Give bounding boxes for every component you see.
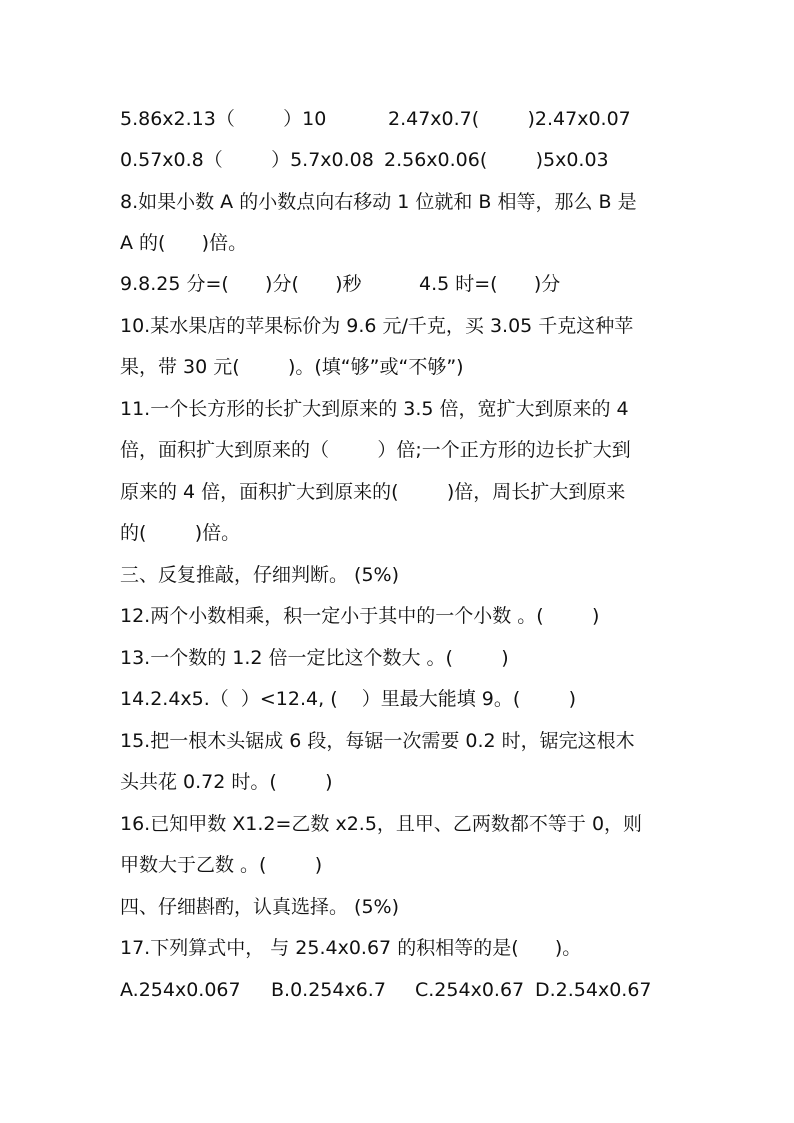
question-9a: 9.8.25 分=( )分( )秒: [120, 273, 362, 295]
question-16-line-1: 16.已知甲数 X1.2=乙数 x2.5，且甲、乙两数都不等于 0，则: [120, 813, 643, 835]
question-11-line-3: 原来的 4 倍，面积扩大到原来的( )倍，周长扩大到原来: [120, 481, 626, 503]
question-11-line-1: 11.一个长方形的长扩大到原来的 3.5 倍，宽扩大到原来的 4: [120, 398, 629, 420]
question-17-option-a: A.254x0.067: [120, 979, 241, 1001]
question-17-option-d: D.2.54x0.67: [535, 979, 652, 1001]
question-11-line-4: 的( )倍。: [120, 522, 241, 544]
question-9b: 4.5 时=( )分: [419, 273, 561, 295]
question-8-line-1: 8.如果小数 A 的小数点向右移动 1 位就和 B 相等，那么 B 是: [120, 191, 637, 213]
comparison-2a: 0.57x0.8（ ）5.7x0.08: [120, 149, 374, 171]
section-3-heading: 三、反复推敲，仔细判断。 (5%): [120, 564, 400, 586]
question-17-option-c: C.254x0.67: [415, 979, 525, 1001]
question-12: 12.两个小数相乘，积一定小于其中的一个小数 。( ): [120, 605, 600, 627]
question-15-line-1: 15.把一根木头锯成 6 段，每锯一次需要 0.2 时，锯完这根木: [120, 730, 635, 752]
question-11-line-2: 倍，面积扩大到原来的（ ）倍;一个正方形的边长扩大到: [120, 439, 631, 461]
question-13: 13.一个数的 1.2 倍一定比这个数大 。( ): [120, 647, 509, 669]
question-14: 14.2.4x5.（ ）<12.4, ( ）里最大能填 9。( ): [120, 688, 577, 710]
question-10-line-1: 10.某水果店的苹果标价为 9.6 元/千克，买 3.05 千克这种苹: [120, 315, 634, 337]
question-15-line-2: 头共花 0.72 时。( ): [120, 771, 333, 793]
question-10-line-2: 果，带 30 元( )。(填“够”或“不够”): [120, 356, 464, 378]
comparison-2b: 2.56x0.06( )5x0.03: [384, 149, 609, 171]
question-8-line-2: A 的( )倍。: [120, 232, 248, 254]
comparison-1a: 5.86x2.13（ ）10: [120, 108, 327, 130]
question-17: 17.下列算式中， 与 25.4x0.67 的积相等的是( )。: [120, 937, 582, 959]
section-4-heading: 四、仔细斟酌，认真选择。 (5%): [120, 896, 400, 918]
question-16-line-2: 甲数大于乙数 。( ): [120, 854, 323, 876]
comparison-1b: 2.47x0.7( )2.47x0.07: [388, 108, 631, 130]
question-17-option-b: B.0.254x6.7: [271, 979, 386, 1001]
